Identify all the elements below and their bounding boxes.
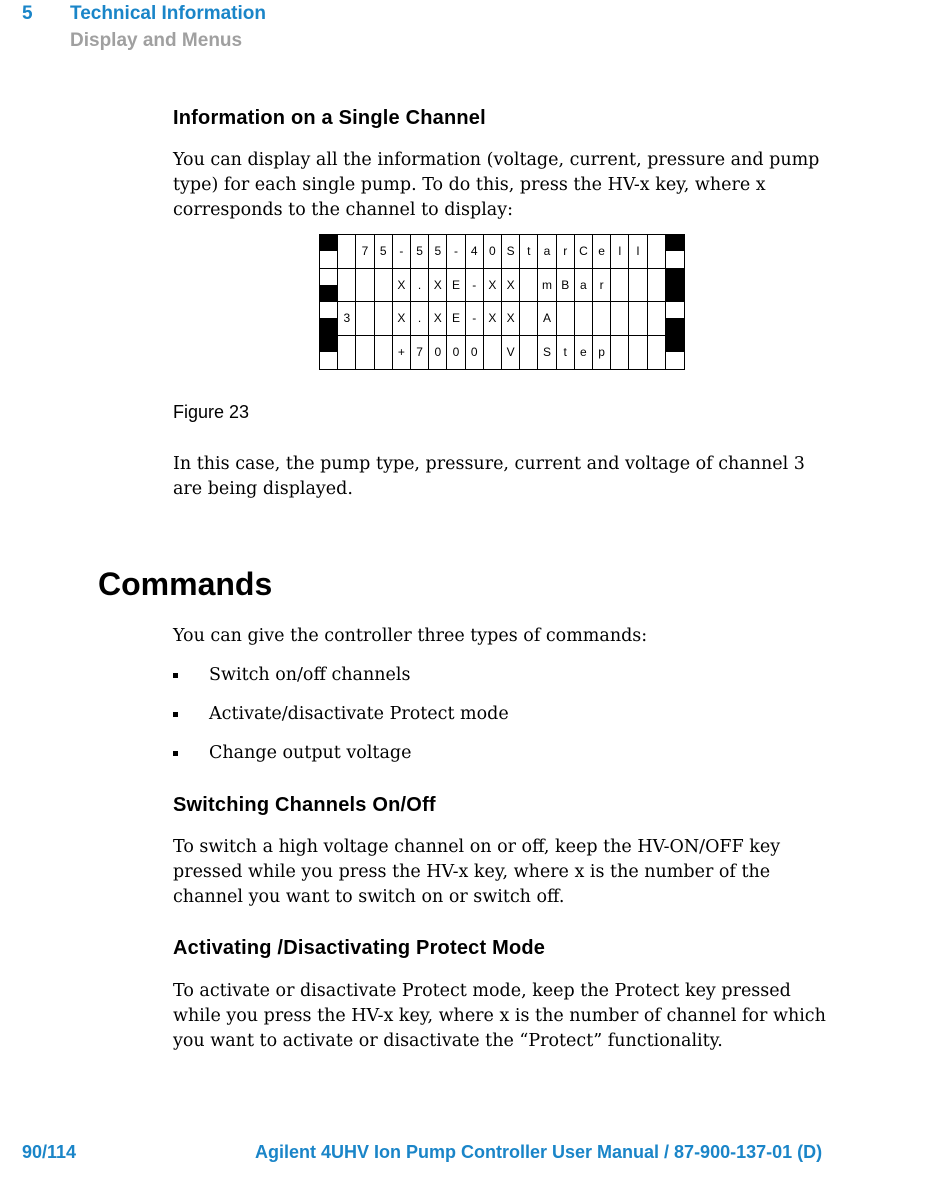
display-filled-block [666, 285, 684, 301]
display-cell [338, 336, 356, 370]
display-character: X [488, 277, 497, 292]
display-cell [666, 235, 684, 269]
display-cell [338, 302, 356, 336]
display-character: V [506, 345, 515, 360]
display-character: 3 [343, 311, 351, 326]
display-cell [447, 235, 465, 269]
display-character: A [542, 311, 551, 326]
display-cell [484, 269, 502, 303]
display-character: 0 [434, 345, 442, 360]
display-character: S [542, 345, 551, 360]
display-cell [611, 302, 629, 336]
display-character: 0 [470, 345, 478, 360]
display-cell [520, 269, 538, 303]
display-cell [429, 235, 447, 269]
display-cell [429, 336, 447, 370]
display-cell [484, 336, 502, 370]
display-character: X [506, 311, 515, 326]
display-cell [411, 336, 429, 370]
bullet-text: Switch on/off channels [209, 665, 411, 685]
display-cell [393, 302, 411, 336]
display-character: 7 [416, 345, 423, 360]
display-character: a [543, 244, 551, 259]
display-cell [520, 336, 538, 370]
display-cell [484, 235, 502, 269]
display-cell [320, 302, 338, 336]
display-cell [520, 235, 538, 269]
display-character: . [417, 311, 422, 326]
display-filled-block [320, 235, 337, 251]
display-character: - [453, 244, 458, 259]
display-cell [411, 269, 429, 303]
display-character: l [636, 244, 640, 259]
display-character: 5 [379, 244, 387, 259]
display-cell [484, 302, 502, 336]
switching-paragraph: To switch a high voltage channel on or off, keep the HV-ON/OFF key pressed while you press the HV-x key, where x is the number of the channel you want to switch on or switch off. [173, 837, 781, 907]
display-character: a [580, 277, 587, 292]
display-cell [466, 269, 484, 303]
chapter-number: 5 [22, 3, 33, 24]
display-character: p [598, 345, 605, 360]
display-cell [557, 302, 575, 336]
display-character: X [488, 311, 497, 326]
display-character: r [599, 277, 604, 292]
display-cell [648, 336, 666, 370]
display-cell [393, 269, 411, 303]
bullet-text: Change output voltage [209, 743, 412, 763]
display-cell [666, 302, 684, 336]
display-character: B [561, 277, 570, 292]
display-character: e [598, 244, 605, 259]
display-cell [575, 336, 593, 370]
display-cell [557, 336, 575, 370]
display-character: 0 [452, 345, 460, 360]
display-cell [356, 269, 374, 303]
protect-paragraph: To activate or disactivate Protect mode, keep the Protect key pressed while you press the HV-x key, where x is the number of channel for which you want to activate or disactivate the “Protect” functionality. [173, 981, 826, 1051]
display-cell [411, 235, 429, 269]
display-cell [648, 302, 666, 336]
display-cell [466, 336, 484, 370]
display-cell [611, 235, 629, 269]
display-character: S [506, 244, 515, 259]
display-character: r [563, 244, 568, 259]
display-character: X [433, 277, 442, 292]
display-cell [629, 235, 647, 269]
display-cell [629, 336, 647, 370]
display-character: X [397, 277, 406, 292]
display-cell [502, 235, 520, 269]
display-character: E [451, 277, 460, 292]
display-cell [538, 302, 556, 336]
commands-heading: Commands [98, 566, 273, 602]
display-character: - [399, 244, 404, 259]
bullet-square-icon [173, 712, 178, 717]
display-cell [338, 269, 356, 303]
display-cell [593, 269, 611, 303]
bullet-text: Activate/disactivate Protect mode [209, 704, 509, 724]
display-filled-block [320, 336, 337, 353]
display-cell [538, 269, 556, 303]
display-cell [447, 302, 465, 336]
display-cell [447, 269, 465, 303]
manual-title: Agilent 4UHV Ion Pump Controller User Manual / 87-900-137-01 (D) [255, 1142, 823, 1162]
display-character: - [472, 277, 477, 292]
display-character: C [579, 244, 588, 259]
display-character: t [527, 244, 531, 259]
display-cell [575, 235, 593, 269]
display-cell [375, 269, 393, 303]
single-channel-heading: Information on a Single Channel [173, 107, 486, 129]
display-character: - [472, 311, 477, 326]
display-cell [393, 336, 411, 370]
display-cell [466, 235, 484, 269]
commands-intro: You can give the controller three types of commands: [173, 626, 648, 646]
display-filled-block [666, 336, 684, 353]
display-cell [356, 336, 374, 370]
display-cell [502, 336, 520, 370]
display-filled-block [666, 269, 684, 285]
display-cell [538, 235, 556, 269]
display-cell [575, 269, 593, 303]
display-cell [411, 302, 429, 336]
display-filled-block [320, 285, 337, 301]
display-filled-block [320, 318, 337, 334]
display-character: e [580, 345, 587, 360]
single-channel-paragraph: You can display all the information (voltage, current, pressure and pump type) for each single pump. To do this, press the HV-x key, where x corresponds to the channel to display: [173, 150, 820, 220]
display-cell [538, 336, 556, 370]
display-cell [320, 336, 338, 370]
chapter-title: Technical Information [70, 3, 267, 24]
display-cell [320, 269, 338, 303]
display-cell [557, 269, 575, 303]
display-cell [575, 302, 593, 336]
bullet-square-icon [173, 673, 178, 678]
display-cell [611, 336, 629, 370]
display-cell [557, 235, 575, 269]
display-cell [666, 336, 684, 370]
figure-caption: Figure 23 [173, 402, 250, 422]
display-cell [629, 302, 647, 336]
display-cell [375, 235, 393, 269]
display-cell [429, 269, 447, 303]
display-character: E [451, 311, 460, 326]
display-character: m [541, 277, 552, 292]
display-cell [429, 302, 447, 336]
display-cell [648, 269, 666, 303]
display-character: t [563, 345, 567, 360]
display-panel-figure [319, 234, 685, 370]
display-character: X [397, 311, 406, 326]
display-cell [502, 269, 520, 303]
display-filled-block [666, 318, 684, 334]
display-cell [611, 269, 629, 303]
display-cell [356, 302, 374, 336]
display-cell [320, 235, 338, 269]
display-character: 0 [489, 244, 496, 259]
display-character: 7 [361, 244, 369, 259]
display-cell [629, 269, 647, 303]
display-cell [375, 302, 393, 336]
display-cell [520, 302, 538, 336]
after-figure-paragraph: In this case, the pump type, pressure, current and voltage of channel 3 are being displayed. [173, 454, 805, 499]
display-cell [648, 235, 666, 269]
display-character: X [433, 311, 442, 326]
display-cell [393, 235, 411, 269]
display-cell [375, 336, 393, 370]
display-character: X [506, 277, 515, 292]
page-number: 90/114 [22, 1142, 77, 1162]
display-cell [593, 235, 611, 269]
display-character: 4 [470, 244, 478, 259]
display-cell [666, 269, 684, 303]
display-cell [466, 302, 484, 336]
display-cell [593, 302, 611, 336]
display-character: + [397, 345, 405, 360]
display-cell [338, 235, 356, 269]
display-cell [447, 336, 465, 370]
protect-heading: Activating /Disactivating Protect Mode [173, 937, 546, 959]
display-cell [356, 235, 374, 269]
display-character: l [618, 244, 622, 259]
switching-heading: Switching Channels On/Off [173, 794, 436, 816]
display-cell [502, 302, 520, 336]
bullet-square-icon [173, 751, 178, 756]
display-character: 5 [416, 244, 423, 259]
display-cell [593, 336, 611, 370]
display-filled-block [666, 235, 684, 251]
display-character: 5 [434, 244, 442, 259]
display-character: . [417, 277, 422, 292]
section-title: Display and Menus [70, 30, 243, 51]
